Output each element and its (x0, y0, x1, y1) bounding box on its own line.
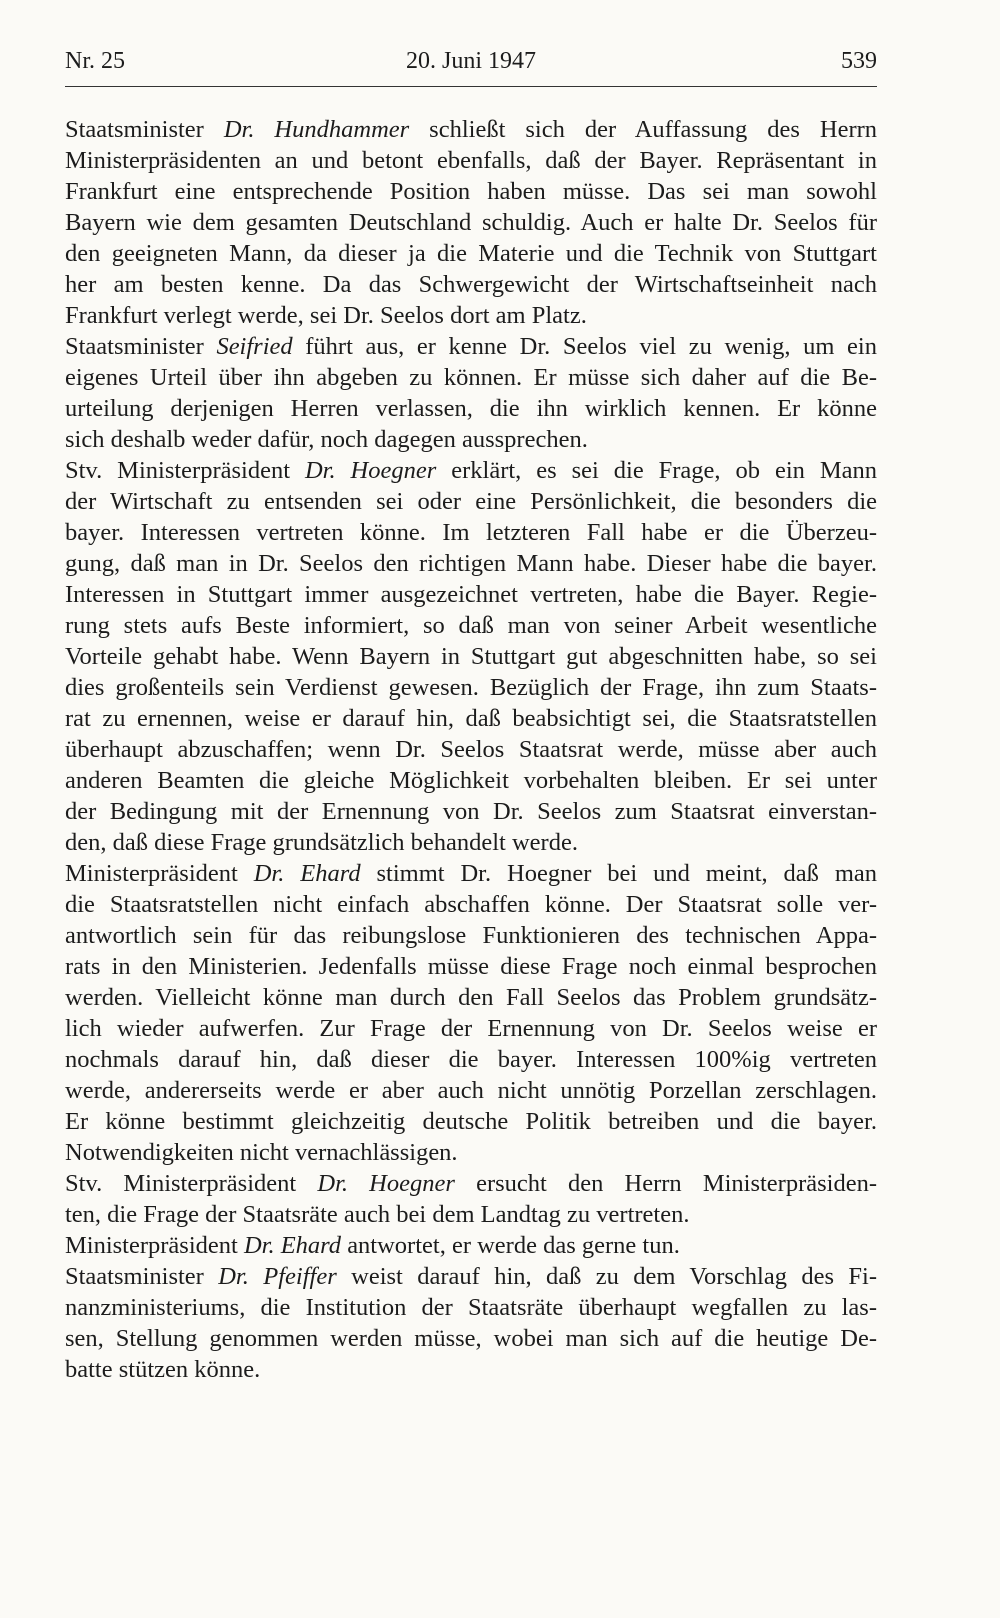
speaker-name: Dr. Hoegner (304, 457, 437, 484)
text-segment: Staatsminister (65, 333, 217, 360)
text-line (65, 858, 877, 889)
paragraph (65, 858, 877, 1168)
text-line (65, 1354, 877, 1385)
text-line (65, 889, 877, 920)
text-segment: Stv. Ministerpräsident (65, 1170, 318, 1197)
text-line (65, 610, 877, 641)
text-line (65, 517, 877, 548)
speaker-name: Dr. Hundhammer (223, 116, 410, 143)
speaker-name: Dr. Ehard (243, 1232, 342, 1259)
text-segment: Vorteile gehabt habe. Wenn Bayern in Stuttgart gut abgeschnitten habe, so sei (65, 643, 877, 670)
text-segment: Ministerpräsidenten an und betont ebenfalls, daß der Bayer. Repräsentant in (65, 147, 877, 174)
text-segment: werden. Vielleicht könne man durch den Fall Seelos das Problem grundsätz- (65, 984, 877, 1011)
text-line (65, 1044, 877, 1075)
paragraph (65, 114, 877, 331)
text-line (65, 672, 877, 703)
text-line (65, 1199, 877, 1230)
text-line (65, 641, 877, 672)
text-segment: überhaupt abzuschaffen; wenn Dr. Seelos Staatsrat werde, müsse aber auch (65, 736, 877, 763)
text-line (65, 238, 877, 269)
paragraph (65, 331, 877, 455)
text-segment: den geeigneten Mann, da dieser ja die Materie und die Technik von Stuttgart (65, 240, 877, 267)
text-segment: rat zu ernennen, weise er darauf hin, daß beabsichtigt sei, die Staatsratstellen (65, 705, 877, 732)
text-line (65, 1168, 877, 1199)
text-segment: werde, andererseits werde er aber auch nicht unnötig Porzellan zerschlagen. (65, 1077, 877, 1104)
text-segment: Interessen in Stuttgart immer ausgezeichnet vertreten, habe die Bayer. Regie- (65, 581, 877, 608)
text-segment: sen, Stellung genommen werden müsse, wobei man sich auf die heutige De- (65, 1325, 877, 1352)
text-line (65, 1261, 877, 1292)
text-segment: rung stets aufs Beste informiert, so daß man von seiner Arbeit wesentliche (65, 612, 877, 639)
body-text (65, 114, 877, 1385)
text-segment: Frankfurt eine entsprechende Position haben müsse. Das sei man sowohl (65, 178, 877, 205)
text-segment: Bayern wie dem gesamten Deutschland schuldig. Auch er halte Dr. Seelos für (65, 209, 877, 236)
header-rule (65, 86, 877, 87)
issue-date: 20. Juni 1947 (405, 48, 536, 74)
text-line (65, 393, 877, 424)
text-segment: rats in den Ministerien. Jedenfalls müsse diese Frage noch einmal besprochen (65, 953, 877, 980)
text-line (65, 796, 877, 827)
speaker-name: Dr. Hoegner (317, 1170, 455, 1197)
text-line (65, 734, 877, 765)
text-line (65, 827, 877, 858)
issue-number: Nr. 25 (65, 48, 125, 74)
text-segment: Notwendigkeiten nicht vernachlässigen. (65, 1139, 458, 1166)
text-segment: der Wirtschaft zu entsenden sei oder eine Persönlichkeit, die besonders die (65, 488, 877, 515)
text-segment: eigenes Urteil über ihn abgeben zu können. Er müsse sich daher auf die Be- (65, 364, 877, 391)
text-segment: die Staatsratstellen nicht einfach abschaffen könne. Der Staatsrat solle ver- (65, 891, 877, 918)
text-segment: nanzministeriums, die Institution der Staatsräte überhaupt wegfallen zu las- (65, 1294, 877, 1321)
text-segment: antwortet, er werde das gerne tun. (341, 1232, 680, 1259)
text-segment: weist darauf hin, daß zu dem Vorschlag des Fi- (336, 1263, 877, 1290)
text-segment: ersucht den Herrn Ministerpräsiden- (454, 1170, 877, 1197)
text-segment: lich wieder aufwerfen. Zur Frage der Ernennung von Dr. Seelos weise er (65, 1015, 877, 1042)
text-segment: Ministerpräsident (65, 1232, 244, 1259)
text-segment: führt aus, er kenne Dr. Seelos viel zu wenig, um ein (292, 333, 877, 360)
text-segment: der Bedingung mit der Ernennung von Dr. Seelos zum Staatsrat einverstan- (65, 798, 877, 825)
text-line (65, 1323, 877, 1354)
text-line (65, 1230, 877, 1261)
text-segment: stimmt Dr. Hoegner bei und meint, daß man (360, 860, 877, 887)
text-segment: Staatsminister (65, 1263, 219, 1290)
text-line (65, 1137, 877, 1168)
text-line (65, 269, 877, 300)
speaker-name: Dr. Ehard (253, 860, 361, 887)
text-line (65, 331, 877, 362)
text-segment: gung, daß man in Dr. Seelos den richtigen Mann habe. Dieser habe die bayer. (65, 550, 877, 577)
text-segment: Frankfurt verlegt werde, sei Dr. Seelos dort am Platz. (65, 302, 587, 329)
text-segment: Staatsminister (65, 116, 224, 143)
paragraph (65, 1230, 877, 1261)
paragraph (65, 1168, 877, 1230)
page-number: 539 (841, 48, 877, 74)
text-segment: Ministerpräsident (65, 860, 254, 887)
speaker-name: Dr. Pfeiffer (218, 1263, 337, 1290)
text-line (65, 455, 877, 486)
text-line (65, 207, 877, 238)
paragraph (65, 455, 877, 858)
paragraph (65, 1261, 877, 1385)
text-segment: dies großenteils sein Verdienst gewesen. Bezüglich der Frage, ihn zum Staats- (65, 674, 877, 701)
text-line (65, 114, 877, 145)
text-segment: sich deshalb weder dafür, noch dagegen aussprechen. (65, 426, 588, 453)
text-segment: anderen Beamten die gleiche Möglichkeit vorbehalten bleiben. Er sei unter (65, 767, 877, 794)
text-line (65, 920, 877, 951)
text-segment: den, daß diese Frage grundsätzlich behandelt werde. (65, 829, 578, 856)
text-segment: erklärt, es sei die Frage, ob ein Mann (436, 457, 877, 484)
text-line (65, 579, 877, 610)
text-segment: ten, die Frage der Staatsräte auch bei dem Landtag zu vertreten. (65, 1201, 690, 1228)
text-line (65, 176, 877, 207)
text-segment: antwortlich sein für das reibungslose Funktionieren des technischen Appa- (65, 922, 877, 949)
text-line (65, 300, 877, 331)
text-line (65, 362, 877, 393)
text-line (65, 951, 877, 982)
text-line (65, 424, 877, 455)
text-segment: Stv. Ministerpräsident (65, 457, 305, 484)
text-line (65, 982, 877, 1013)
text-line (65, 765, 877, 796)
text-segment: her am besten kenne. Da das Schwergewicht der Wirtschaftseinheit nach (65, 271, 877, 298)
text-segment: schließt sich der Auffassung des Herrn (409, 116, 877, 143)
text-line (65, 486, 877, 517)
text-line (65, 145, 877, 176)
text-line (65, 1075, 877, 1106)
text-line (65, 1013, 877, 1044)
running-head (65, 48, 877, 84)
speaker-name: Seifried (216, 333, 293, 360)
text-line (65, 1292, 877, 1323)
text-line (65, 1106, 877, 1137)
text-segment: batte stützen könne. (65, 1356, 261, 1383)
text-segment: Er könne bestimmt gleichzeitig deutsche Politik betreiben und die bayer. (65, 1108, 877, 1135)
text-line (65, 548, 877, 579)
text-segment: bayer. Interessen vertreten könne. Im letzteren Fall habe er die Überzeu- (65, 519, 877, 546)
text-line (65, 703, 877, 734)
text-segment: nochmals darauf hin, daß dieser die bayer. Interessen 100%ig vertreten (65, 1046, 877, 1073)
text-segment: urteilung derjenigen Herren verlassen, die ihn wirklich kennen. Er könne (65, 395, 877, 422)
